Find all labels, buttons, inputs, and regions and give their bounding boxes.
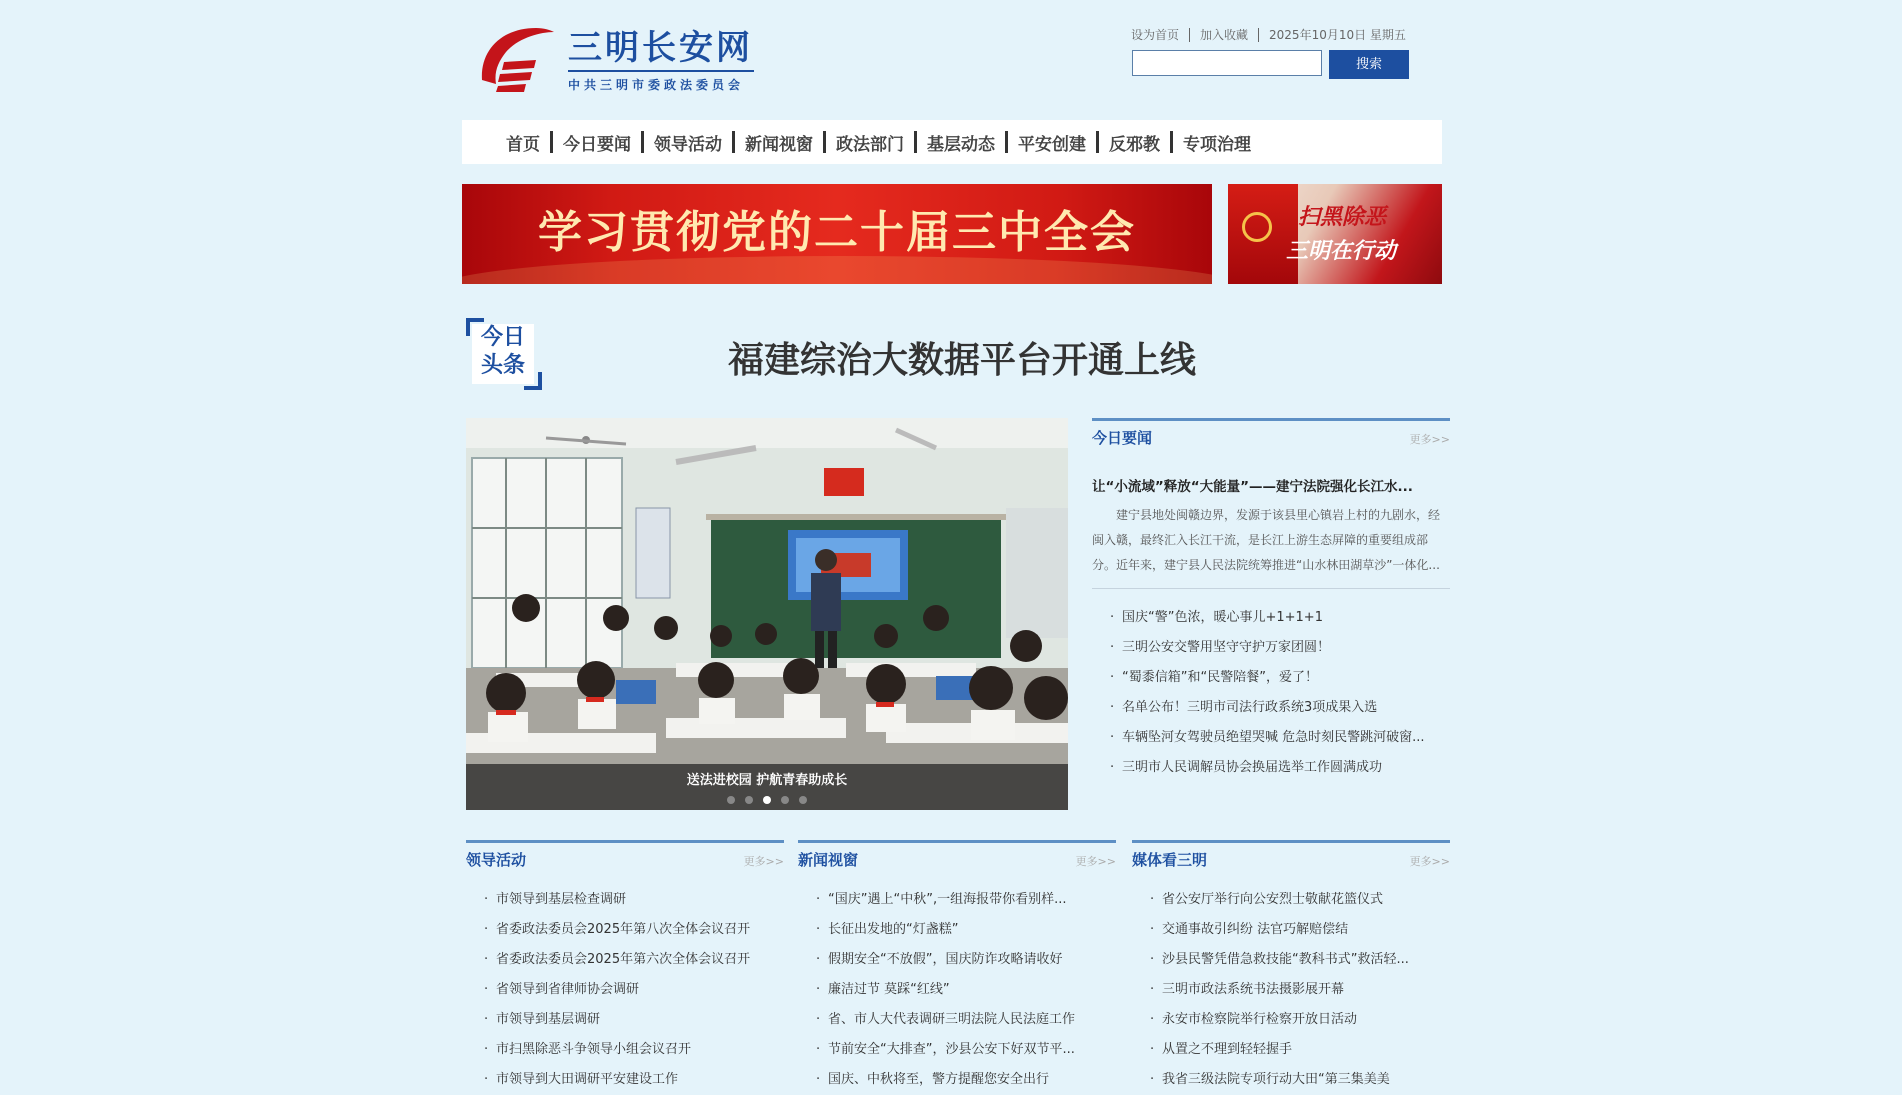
slider-dots xyxy=(466,796,1068,804)
list-item[interactable]: · 市扫黑除恶斗争领导小组会议召开 xyxy=(466,1035,784,1065)
badge-line2: 头条 xyxy=(480,353,525,378)
list-item[interactable]: · 沙县民警凭借急救技能“教科书式”救活轻... xyxy=(1132,945,1450,975)
list-item[interactable]: · 车辆坠河女驾驶员绝望哭喊 危急时刻民警跳河破窗... xyxy=(1092,723,1450,753)
list-item[interactable]: · 省公安厅举行向公安烈士敬献花篮仪式 xyxy=(1132,885,1450,915)
list-item[interactable]: · 国庆“警”色浓，暖心事儿+1+1+1 xyxy=(1092,603,1450,633)
list-item[interactable]: · 市领导到大田调研平安建设工作 xyxy=(466,1065,784,1095)
news-window-section xyxy=(798,840,1116,1095)
set-homepage-link[interactable]: 设为首页 xyxy=(1131,28,1180,42)
news-window-list xyxy=(798,885,1116,1095)
today-news-section xyxy=(1092,418,1450,783)
side-banner[interactable] xyxy=(1228,184,1442,284)
section-title[interactable]: 今日要闻 xyxy=(1092,429,1153,447)
section-header xyxy=(1132,840,1450,871)
classroom-photo xyxy=(466,418,1068,810)
nav-anti-cult[interactable]: 反邪教 xyxy=(1109,134,1160,155)
list-item[interactable]: · 三明市人民调解员协会换届选举工作圆满成功 xyxy=(1092,753,1450,783)
list-item[interactable]: · 假期安全“不放假”，国庆防诈攻略请收好 xyxy=(798,945,1116,975)
logo-title: 三明长安网 xyxy=(568,28,753,68)
list-item[interactable]: · 市领导到基层检查调研 xyxy=(466,885,784,915)
media-news-list xyxy=(1132,885,1450,1095)
nav-departments[interactable]: 政法部门 xyxy=(836,134,904,155)
list-item[interactable]: · 省领导到省律师协会调研 xyxy=(466,975,784,1005)
nav-safety[interactable]: 平安创建 xyxy=(1018,134,1086,155)
list-item[interactable]: · 三明公安交警用坚守守护万家团圆！ xyxy=(1092,633,1450,663)
nav-news-window[interactable]: 新闻视窗 xyxy=(745,134,813,155)
list-item[interactable]: · 省、市人大代表调研三明法院人民法庭工作 xyxy=(798,1005,1116,1035)
list-item[interactable]: · 市领导到基层调研 xyxy=(466,1005,784,1035)
today-news-list xyxy=(1092,603,1450,783)
list-item[interactable]: · 省委政法委员会2025年第八次全体会议召开 xyxy=(466,915,784,945)
list-item[interactable]: · 三明市政法系统书法摄影展开幕 xyxy=(1132,975,1450,1005)
logo-divider xyxy=(568,70,754,72)
image-slider[interactable] xyxy=(466,418,1068,810)
main-banner[interactable] xyxy=(462,184,1212,284)
section-header xyxy=(466,840,784,871)
more-link[interactable]: 更多>> xyxy=(1409,433,1450,446)
media-section xyxy=(1132,840,1450,1095)
page-container xyxy=(462,0,1450,1087)
side-banner-line1: 扫黑除恶 xyxy=(1298,204,1387,230)
nav-leadership[interactable]: 领导活动 xyxy=(654,134,722,155)
leadership-news-list xyxy=(466,885,784,1095)
divider xyxy=(1092,588,1450,589)
nav-today-news[interactable]: 今日要闻 xyxy=(563,134,631,155)
list-item[interactable]: · 长征出发地的“灯盏糕” xyxy=(798,915,1116,945)
more-link[interactable]: 更多>> xyxy=(1409,855,1450,868)
nav-home[interactable]: 首页 xyxy=(506,134,540,155)
search-button[interactable]: 搜索 xyxy=(1329,50,1409,79)
site-logo[interactable] xyxy=(474,18,764,98)
main-banner-text: 学习贯彻党的二十届三中全会 xyxy=(538,207,1136,258)
list-item[interactable]: · 廉洁过节 莫踩“红线” xyxy=(798,975,1116,1005)
emblem-icon xyxy=(1242,212,1272,242)
logo-emblem-icon xyxy=(474,22,554,94)
section-header xyxy=(1092,418,1450,449)
slider-caption[interactable]: 送法进校园 护航青春助成长 xyxy=(686,773,848,788)
list-item[interactable]: · 名单公布！三明市司法行政系统3项成果入选 xyxy=(1092,693,1450,723)
current-date: 2025年10月10日 星期五 xyxy=(1269,28,1406,42)
list-item[interactable]: · 节前安全“大排查”，沙县公安下好双节平... xyxy=(798,1035,1116,1065)
badge-text xyxy=(472,324,534,380)
list-item[interactable]: · 交通事故引纠纷 法官巧解赔偿结 xyxy=(1132,915,1450,945)
slider-dot[interactable] xyxy=(799,796,807,804)
nav-grassroots[interactable]: 基层动态 xyxy=(927,134,995,155)
section-title[interactable]: 媒体看三明 xyxy=(1132,851,1208,869)
main-nav xyxy=(462,120,1442,164)
slider-dot[interactable] xyxy=(745,796,753,804)
list-item[interactable]: · “蜀黍信箱”和“民警陪餐”，爱了！ xyxy=(1092,663,1450,693)
link-divider xyxy=(1258,28,1259,42)
headline-badge xyxy=(466,318,542,390)
list-item[interactable]: · 永安市检察院举行检察开放日活动 xyxy=(1132,1005,1450,1035)
slider-dot-active[interactable] xyxy=(763,796,771,804)
list-item[interactable]: · “国庆”遇上“中秋”,一组海报带你看别样... xyxy=(798,885,1116,915)
logo-subtitle: 中共三明市委政法委员会 xyxy=(568,78,745,92)
add-favorite-link[interactable]: 加入收藏 xyxy=(1200,28,1249,42)
link-divider xyxy=(1189,28,1190,42)
search-input[interactable] xyxy=(1132,50,1322,76)
leadership-section xyxy=(466,840,784,1095)
side-banner-line2: 三明在行动 xyxy=(1286,238,1397,264)
top-links xyxy=(1131,26,1406,43)
slider-dot[interactable] xyxy=(781,796,789,804)
headline-title[interactable]: 福建综治大数据平台开通上线 xyxy=(727,340,1196,381)
list-item[interactable]: · 从置之不理到轻轻握手 xyxy=(1132,1035,1450,1065)
section-title[interactable]: 新闻视窗 xyxy=(798,851,859,869)
list-item[interactable]: · 我省三级法院专项行动大田“第三集美美 xyxy=(1132,1065,1450,1095)
list-item[interactable]: · 省委政法委员会2025年第六次全体会议召开 xyxy=(466,945,784,975)
section-header xyxy=(798,840,1116,871)
badge-line1: 今日 xyxy=(480,325,525,350)
slider-dot[interactable] xyxy=(727,796,735,804)
more-link[interactable]: 更多>> xyxy=(1075,855,1116,868)
lead-news-title[interactable]: 让“小流域”释放“大能量”——建宁法院强化长江水... xyxy=(1092,479,1413,495)
nav-special[interactable]: 专项治理 xyxy=(1183,134,1251,155)
section-title[interactable]: 领导活动 xyxy=(466,851,527,869)
lead-news-summary: 建宁县地处闽赣边界，发源于该县里心镇岩上村的九剧水，经闽入赣，最终汇入长江干流，是长江上游生态屏障的重要组成部分。近年来，建宁县人民法院统筹推进“山水林田湖草沙”一体化... xyxy=(1092,508,1441,572)
more-link[interactable]: 更多>> xyxy=(743,855,784,868)
list-item[interactable]: · 国庆、中秋将至，警方提醒您安全出行 xyxy=(798,1065,1116,1095)
